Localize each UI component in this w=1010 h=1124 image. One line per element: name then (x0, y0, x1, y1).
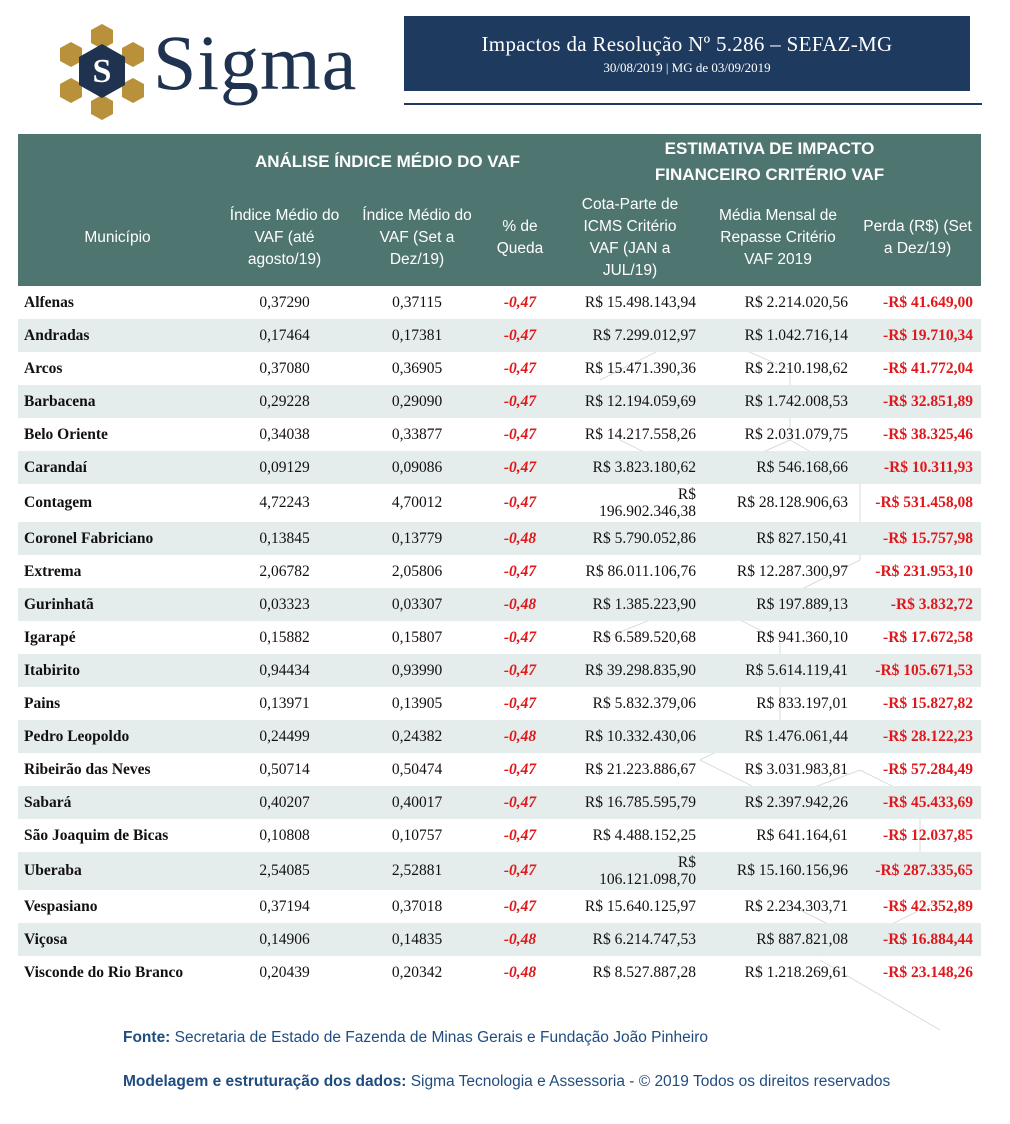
cell-index-ago: 0,17464 (217, 319, 352, 352)
cell-cota-parte: R$ 196.902.346,38 (599, 485, 696, 520)
cell-index-ago: 0,10808 (259, 826, 310, 844)
cell-municipio: Visconde do Rio Branco (24, 963, 184, 981)
cell-perda: -R$ 57.284,49 (883, 760, 974, 778)
cell-media-mensal: R$ 641.164,61 (756, 826, 848, 844)
cell-queda: -0,47 (503, 694, 537, 712)
source-label: Fonte: (123, 1029, 171, 1046)
cell-media-mensal: R$ 1.742.008,53 (702, 385, 854, 418)
cell-perda: -R$ 105.671,53 (854, 654, 981, 687)
cell-queda: -0,47 (482, 319, 558, 352)
source-note (123, 1029, 708, 1047)
cell-perda: -R$ 15.757,98 (854, 522, 981, 555)
cell-media-mensal: R$ 1.218.269,61 (744, 963, 848, 981)
cell-municipio: Uberaba (18, 852, 217, 890)
table-row (18, 522, 981, 555)
cell-index-dez: 0,03307 (352, 588, 482, 621)
cell-queda: -0,47 (482, 786, 558, 819)
cell-perda: -R$ 16.884,44 (854, 923, 981, 956)
cell-municipio: Carandaí (18, 451, 217, 484)
table-row (18, 687, 981, 720)
cell-index-dez: 0,33877 (391, 425, 443, 443)
cell-municipio: Belo Oriente (24, 425, 108, 443)
cell-media-mensal: R$ 3.031.983,81 (744, 760, 848, 778)
cell-media-mensal: R$ 2.031.079,75 (744, 425, 848, 443)
cell-municipio: Arcos (24, 359, 63, 377)
col-perda: Perda (R$) (Set a Dez/19) (854, 189, 981, 286)
brand-name: Sigma (153, 19, 358, 106)
cell-cota-parte: R$ 10.332.430,06 (558, 720, 702, 753)
cell-municipio: Barbacena (18, 385, 217, 418)
cell-perda: -R$ 12.037,85 (883, 826, 974, 844)
cell-index-dez: 2,05806 (391, 562, 443, 580)
cell-media-mensal: R$ 1.042.716,14 (702, 319, 854, 352)
table-row (18, 956, 981, 989)
cell-cota-parte: R$ 86.011.106,76 (585, 562, 696, 580)
cell-perda: -R$ 32.851,89 (854, 385, 981, 418)
col-queda: % de Queda (482, 189, 558, 286)
cell-index-dez: 0,29090 (352, 385, 482, 418)
cell-perda: -R$ 19.710,34 (854, 319, 981, 352)
cell-cota-parte: R$ 5.832.379,06 (592, 694, 696, 712)
cell-index-ago: 4,72243 (259, 494, 310, 511)
cell-index-dez: 0,36905 (391, 359, 443, 377)
cell-municipio: Sabará (18, 786, 217, 819)
divider (404, 103, 982, 105)
cell-cota-parte: R$ 5.790.052,86 (558, 522, 702, 555)
model-label: Modelagem e estruturação dos dados: (123, 1073, 407, 1090)
cell-media-mensal: R$ 833.197,01 (756, 694, 848, 712)
cell-index-ago: 0,94434 (217, 654, 352, 687)
vaf-impact-table (18, 134, 981, 989)
cell-cota-parte: R$ 21.223.886,67 (584, 760, 696, 778)
table-row (18, 654, 981, 687)
cell-index-dez: 0,13905 (391, 694, 443, 712)
cell-index-ago: 0,09129 (217, 451, 352, 484)
report-title: Impactos da Resolução Nº 5.286 – SEFAZ-MG (481, 32, 893, 56)
cell-municipio: Pedro Leopoldo (18, 720, 217, 753)
group-header-row (18, 134, 981, 189)
cell-index-ago: 0,37290 (259, 293, 310, 311)
table-row (18, 352, 981, 385)
hexagon-logo-icon (55, 22, 150, 122)
cell-index-ago: 2,06782 (259, 562, 310, 580)
cell-index-dez: 0,17381 (352, 319, 482, 352)
cell-cota-parte: R$ 4.488.152,25 (592, 826, 696, 844)
cell-municipio: Alfenas (24, 293, 74, 311)
cell-queda: -0,47 (503, 425, 537, 443)
table-row (18, 890, 981, 923)
cell-index-ago: 0,20439 (259, 963, 310, 981)
cell-queda: -0,47 (503, 826, 537, 844)
cell-index-ago: 0,13845 (217, 522, 352, 555)
cell-perda: -R$ 231.953,10 (875, 562, 974, 580)
col-cota-parte: Cota-Parte de ICMS Critério VAF (JAN a JUL/19) (558, 189, 702, 286)
cell-queda: -0,47 (503, 494, 537, 511)
cell-municipio: Vespasiano (24, 897, 98, 915)
cell-queda: -0,47 (482, 385, 558, 418)
table-row (18, 484, 981, 522)
cell-perda: -R$ 38.325,46 (883, 425, 974, 443)
cell-perda: -R$ 42.352,89 (883, 897, 974, 915)
cell-perda: -R$ 531.458,08 (875, 494, 974, 511)
cell-queda: -0,47 (482, 451, 558, 484)
cell-queda: -0,47 (482, 852, 558, 890)
cell-municipio: Gurinhatã (18, 588, 217, 621)
cell-queda: -0,48 (482, 588, 558, 621)
cell-perda: -R$ 15.827,82 (883, 694, 974, 712)
cell-index-ago: 0,14906 (217, 923, 352, 956)
cell-index-ago: 0,03323 (217, 588, 352, 621)
table-row (18, 319, 981, 352)
cell-cota-parte: R$ 12.194.059,69 (558, 385, 702, 418)
cell-index-ago: 0,40207 (217, 786, 352, 819)
report-subtitle: 30/08/2019 | MG de 03/09/2019 (603, 60, 771, 75)
table-row (18, 720, 981, 753)
cell-index-dez: 0,93990 (352, 654, 482, 687)
cell-queda: -0,48 (482, 923, 558, 956)
group-vaf-header: ANÁLISE ÍNDICE MÉDIO DO VAF (217, 134, 558, 189)
cell-index-ago: 2,54085 (217, 852, 352, 890)
cell-index-ago: 0,37194 (259, 897, 310, 915)
cell-queda: -0,47 (503, 897, 537, 915)
cell-perda: -R$ 41.649,00 (883, 293, 974, 311)
cell-perda: -R$ 17.672,58 (883, 628, 974, 646)
col-index-dez: Índice Médio do VAF (Set a Dez/19) (352, 189, 482, 286)
cell-media-mensal: R$ 1.476.061,44 (702, 720, 854, 753)
cell-cota-parte: R$ 15.498.143,94 (584, 293, 696, 311)
cell-index-dez: 0,13779 (352, 522, 482, 555)
cell-perda: -R$ 41.772,04 (883, 359, 974, 377)
cell-index-dez: 2,52881 (352, 852, 482, 890)
table-row (18, 286, 981, 319)
cell-index-ago: 0,34038 (259, 425, 310, 443)
cell-media-mensal: R$ 827.150,41 (702, 522, 854, 555)
cell-perda: -R$ 287.335,65 (854, 852, 981, 890)
cell-queda: -0,48 (503, 963, 537, 981)
cell-media-mensal: R$ 941.360,10 (756, 628, 848, 646)
group-impact-header: ESTIMATIVA DE IMPACTO FINANCEIRO CRITÉRIO VAF (558, 134, 981, 189)
cell-cota-parte: R$ 16.785.595,79 (558, 786, 702, 819)
cell-index-ago: 0,50714 (259, 760, 310, 778)
cell-cota-parte: R$ 8.527.887,28 (592, 963, 696, 981)
cell-municipio: Extrema (24, 562, 82, 580)
table-row (18, 588, 981, 621)
cell-perda: -R$ 28.122,23 (854, 720, 981, 753)
cell-queda: -0,47 (482, 654, 558, 687)
cell-cota-parte: R$ 1.385.223,90 (558, 588, 702, 621)
cell-cota-parte: R$ 3.823.180,62 (558, 451, 702, 484)
model-text: Sigma Tecnologia e Assessoria - © 2019 Todos os direitos reservados (410, 1073, 891, 1090)
cell-queda: -0,47 (503, 562, 537, 580)
cell-cota-parte: R$ 39.298.835,90 (558, 654, 702, 687)
cell-queda: -0,47 (503, 760, 537, 778)
cell-media-mensal: R$ 197.889,13 (702, 588, 854, 621)
table-row (18, 621, 981, 654)
cell-index-dez: 0,20342 (391, 963, 443, 981)
cell-perda: -R$ 45.433,69 (854, 786, 981, 819)
cell-media-mensal: R$ 15.160.156,96 (702, 852, 854, 890)
cell-cota-parte: R$ 106.121.098,70 (558, 852, 702, 890)
table-body (18, 286, 981, 989)
cell-perda: -R$ 23.148,26 (883, 963, 974, 981)
table-row (18, 852, 981, 890)
cell-media-mensal: R$ 887.821,08 (702, 923, 854, 956)
col-municipio: Município (18, 189, 217, 286)
cell-media-mensal: R$ 2.397.942,26 (702, 786, 854, 819)
table-row (18, 451, 981, 484)
table-row (18, 555, 981, 588)
model-note (123, 1073, 890, 1091)
cell-index-dez: 0,40017 (352, 786, 482, 819)
cell-cota-parte: R$ 6.214.747,53 (558, 923, 702, 956)
cell-municipio: Pains (24, 694, 61, 712)
table-row (18, 786, 981, 819)
table-row (18, 819, 981, 852)
column-header-row (18, 189, 981, 286)
cell-municipio: Andradas (18, 319, 217, 352)
col-index-ago: Índice Médio do VAF (até agosto/19) (217, 189, 352, 286)
cell-cota-parte: R$ 15.471.390,36 (584, 359, 696, 377)
cell-index-dez: 0,24382 (352, 720, 482, 753)
table-row (18, 753, 981, 786)
table-row (18, 418, 981, 451)
cell-cota-parte: R$ 6.589.520,68 (592, 628, 696, 646)
cell-municipio: São Joaquim de Bicas (24, 826, 169, 844)
cell-municipio: Ribeirão das Neves (24, 760, 151, 778)
cell-media-mensal: R$ 2.234.303,71 (744, 897, 848, 915)
cell-index-ago: 0,29228 (217, 385, 352, 418)
col-media-mensal: Média Mensal de Repasse Critério VAF 2019 (702, 189, 854, 286)
cell-perda: -R$ 10.311,93 (854, 451, 981, 484)
cell-media-mensal: R$ 28.128.906,63 (736, 494, 848, 511)
cell-queda: -0,48 (482, 720, 558, 753)
source-text: Secretaria de Estado de Fazenda de Minas Gerais e Fundação João Pinheiro (174, 1029, 709, 1046)
cell-index-dez: 0,14835 (352, 923, 482, 956)
cell-cota-parte: R$ 7.299.012,97 (558, 319, 702, 352)
cell-queda: -0,47 (503, 293, 537, 311)
logo-letter: S (92, 53, 112, 90)
cell-index-dez: 4,70012 (391, 494, 443, 511)
cell-municipio: Contagem (24, 494, 93, 511)
cell-media-mensal: R$ 2.210.198,62 (744, 359, 848, 377)
cell-index-dez: 0,37115 (392, 293, 442, 311)
cell-queda: -0,47 (503, 359, 537, 377)
cell-perda: -R$ 3.832,72 (854, 588, 981, 621)
cell-index-dez: 0,10757 (391, 826, 443, 844)
cell-index-dez: 0,09086 (352, 451, 482, 484)
cell-cota-parte: R$ 14.217.558,26 (584, 425, 696, 443)
cell-queda: -0,47 (503, 628, 537, 646)
cell-index-dez: 0,50474 (391, 760, 443, 778)
cell-municipio: Coronel Fabriciano (18, 522, 217, 555)
cell-media-mensal: R$ 5.614.119,41 (702, 654, 854, 687)
cell-index-ago: 0,13971 (259, 694, 310, 712)
sigma-logo (55, 19, 365, 122)
cell-media-mensal: R$ 12.287.300,97 (736, 562, 848, 580)
cell-index-ago: 0,37080 (259, 359, 310, 377)
cell-index-ago: 0,15882 (259, 628, 310, 646)
cell-municipio: Itabirito (18, 654, 217, 687)
cell-cota-parte: R$ 15.640.125,97 (584, 897, 696, 915)
cell-index-dez: 0,15807 (391, 628, 443, 646)
table-row (18, 923, 981, 956)
cell-municipio: Igarapé (24, 628, 76, 646)
cell-queda: -0,48 (482, 522, 558, 555)
cell-index-dez: 0,37018 (391, 897, 443, 915)
cell-media-mensal: R$ 546.168,66 (702, 451, 854, 484)
report-title-box (404, 16, 970, 91)
table-row (18, 385, 981, 418)
cell-municipio: Viçosa (18, 923, 217, 956)
cell-media-mensal: R$ 2.214.020,56 (744, 293, 848, 311)
cell-index-ago: 0,24499 (217, 720, 352, 753)
